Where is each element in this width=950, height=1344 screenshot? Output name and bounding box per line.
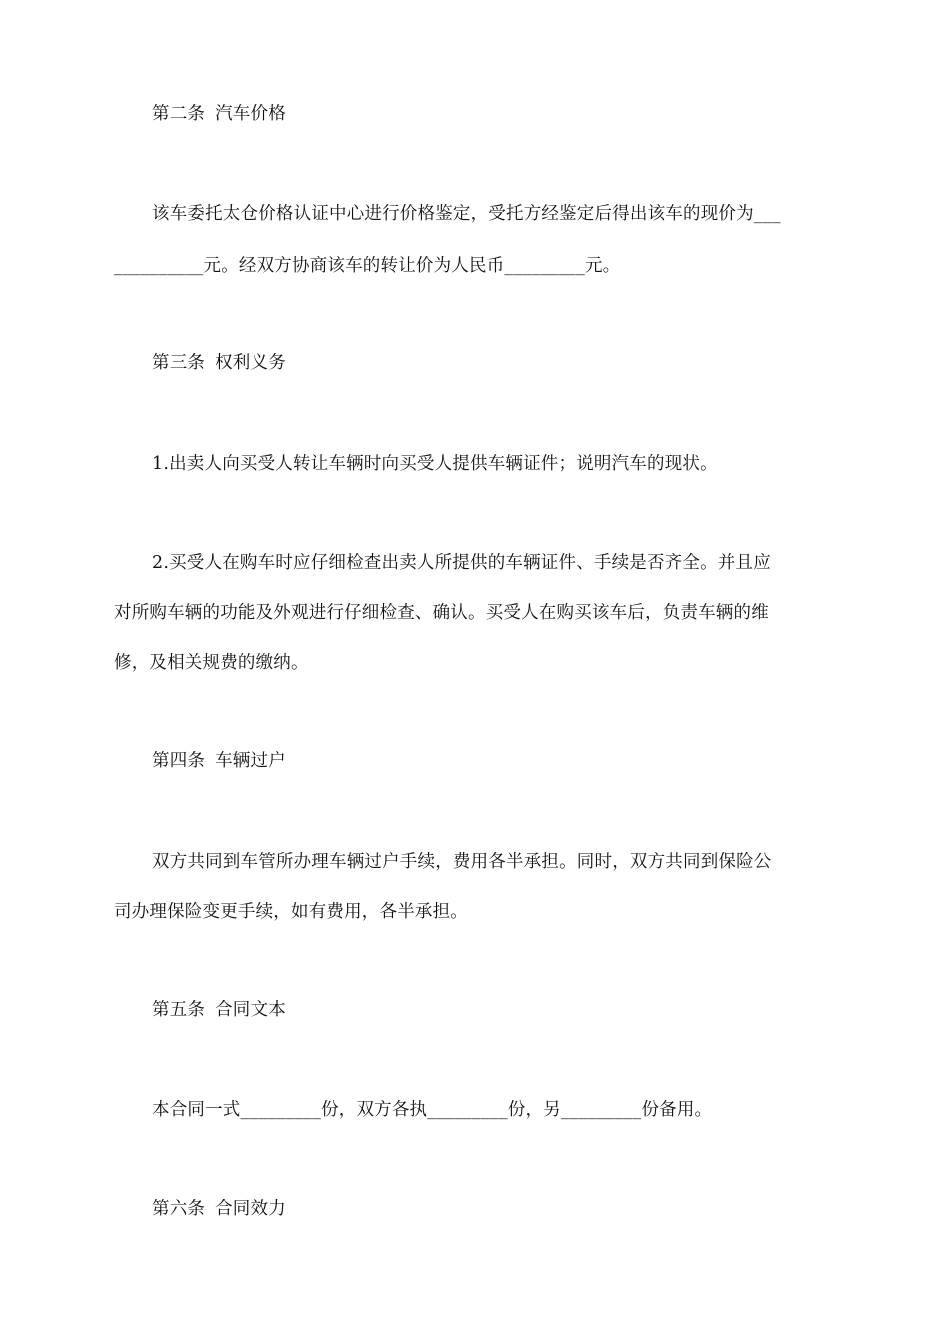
article-2-paragraph-line-1: 该车委托太仓价格认证中心进行价格鉴定，受托方经鉴定后得出该车的现价为___	[152, 204, 781, 224]
article-3-item-2-line-1: 2.买受人在购车时应仔细检查出卖人所提供的车辆证件、手续是否齐全。并且应	[152, 553, 771, 573]
article-3-item-1: 1.出卖人向买受人转让车辆时向买受人提供车辆证件；说明汽车的现状。	[152, 454, 718, 474]
article-6-heading	[152, 1197, 876, 1221]
article-2-title: 汽车价格	[215, 104, 286, 124]
article-3-number: 第三条	[152, 353, 206, 373]
article-4-paragraph-line-1: 双方共同到车管所办理车辆过户手续，费用各半承担。同时，双方共同到保险公	[152, 852, 772, 872]
article-4-title: 车辆过户	[215, 751, 286, 771]
article-2-number: 第二条	[152, 104, 206, 124]
article-5-heading	[152, 998, 876, 1022]
article-3-item-2-line-3: 修，及相关规费的缴纳。	[114, 653, 309, 673]
article-2-heading	[152, 102, 876, 126]
article-6-title: 合同效力	[215, 1199, 286, 1219]
article-5-number: 第五条	[152, 1000, 206, 1020]
article-5-paragraph: 本合同一式_________份，双方各执_________份，另_________份备用。	[152, 1100, 713, 1120]
article-4-paragraph-line-2: 司办理保险变更手续，如有费用，各半承担。	[114, 902, 468, 922]
article-4-heading	[152, 749, 876, 773]
article-5-title: 合同文本	[215, 1000, 286, 1020]
article-4-number: 第四条	[152, 751, 206, 771]
article-3-title: 权利义务	[215, 353, 286, 373]
article-3-heading	[152, 351, 876, 375]
article-3-item-2-line-2: 对所购车辆的功能及外观进行仔细检查、确认。买受人在购买该车后，负责车辆的维	[114, 603, 769, 623]
article-6-number: 第六条	[152, 1199, 206, 1219]
article-2-paragraph-line-2: __________元。经双方协商该车的转让价为人民币_________元。	[114, 256, 621, 276]
